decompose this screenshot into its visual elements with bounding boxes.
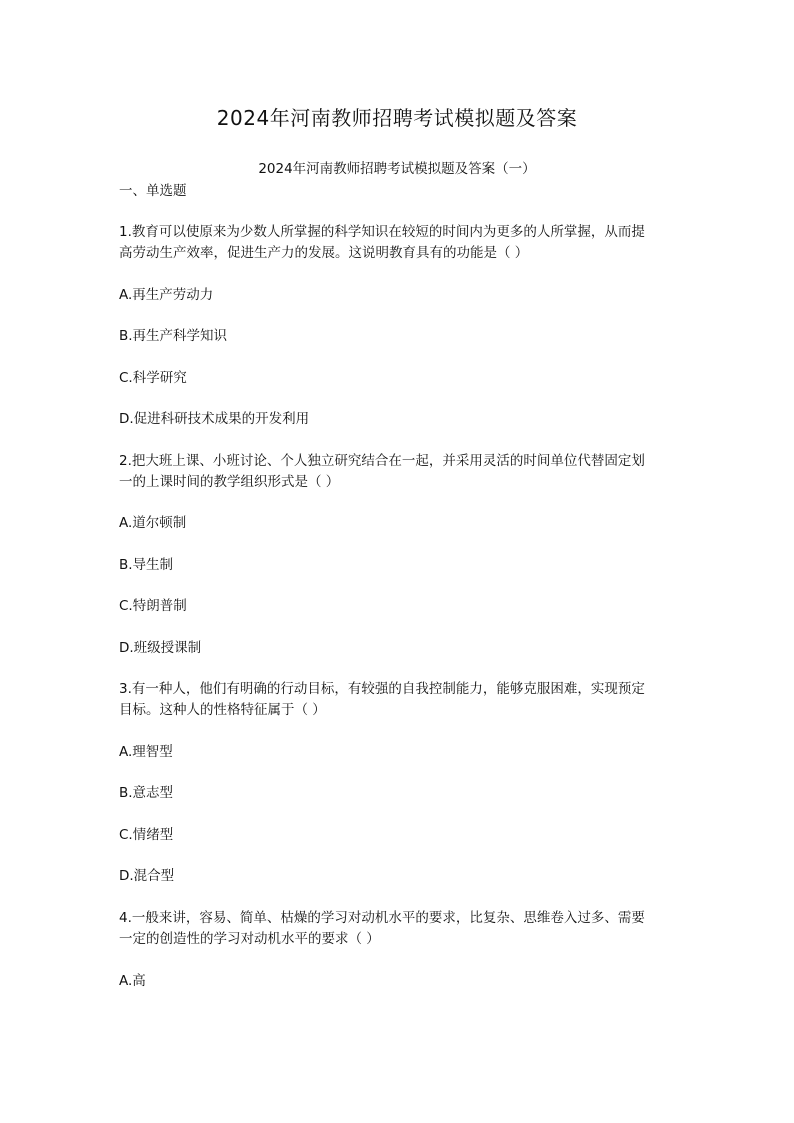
question-2-stem	[119, 451, 679, 492]
section-heading: 一、单选题	[119, 183, 187, 199]
question-2-option-a: A.道尔顿制	[119, 515, 187, 531]
question-1-line-2: 高劳动生产效率，促进生产力的发展。这说明教育具有的功能是（ ）	[119, 244, 529, 261]
question-3-stem	[119, 679, 679, 720]
document-title: 2024年河南教师招聘考试模拟题及答案	[216, 106, 578, 130]
question-3-option-b: B.意志型	[119, 785, 174, 801]
question-1-line-1: 1.教育可以使原来为少数人所掌握的科学知识在较短的时间内为更多的人所掌握，从而提	[119, 224, 645, 240]
question-3-option-c: C.情绪型	[119, 827, 174, 843]
question-2-option-d: D.班级授课制	[119, 640, 202, 656]
question-1-option-c: C.科学研究	[119, 370, 187, 386]
document-subtitle: 2024年河南教师招聘考试模拟题及答案（一）	[258, 161, 536, 177]
question-4-stem	[119, 908, 679, 949]
question-4-line-2: 一定的创造性的学习对动机水平的要求（ ）	[119, 930, 380, 947]
question-2-line-2: 一的上课时间的教学组织形式是（ ）	[119, 473, 340, 490]
question-4-line-1: 4.一般来讲，容易、简单、枯燥的学习对动机水平的要求，比复杂、思维卷入过多、需要	[119, 910, 645, 926]
question-3-line-2: 目标。这种人的性格特征属于（ ）	[119, 701, 326, 718]
question-1-option-a: A.再生产劳动力	[119, 287, 214, 303]
question-2-option-b: B.导生制	[119, 557, 174, 573]
question-1-option-b: B.再生产科学知识	[119, 328, 228, 344]
question-3-option-a: A.理智型	[119, 744, 173, 760]
question-2-line-1: 2.把大班上课、小班讨论、个人独立研究结合在一起，并采用灵活的时间单位代替固定划	[119, 453, 645, 469]
question-3-line-1: 3.有一种人，他们有明确的行动目标，有较强的自我控制能力，能够克服困难，实现预定	[119, 681, 645, 697]
question-4-option-a: A.高	[119, 973, 146, 989]
question-1-option-d: D.促进科研技术成果的开发利用	[119, 411, 310, 427]
question-1-stem	[119, 222, 679, 263]
question-2-option-c: C.特朗普制	[119, 598, 187, 614]
question-3-option-d: D.混合型	[119, 868, 175, 884]
